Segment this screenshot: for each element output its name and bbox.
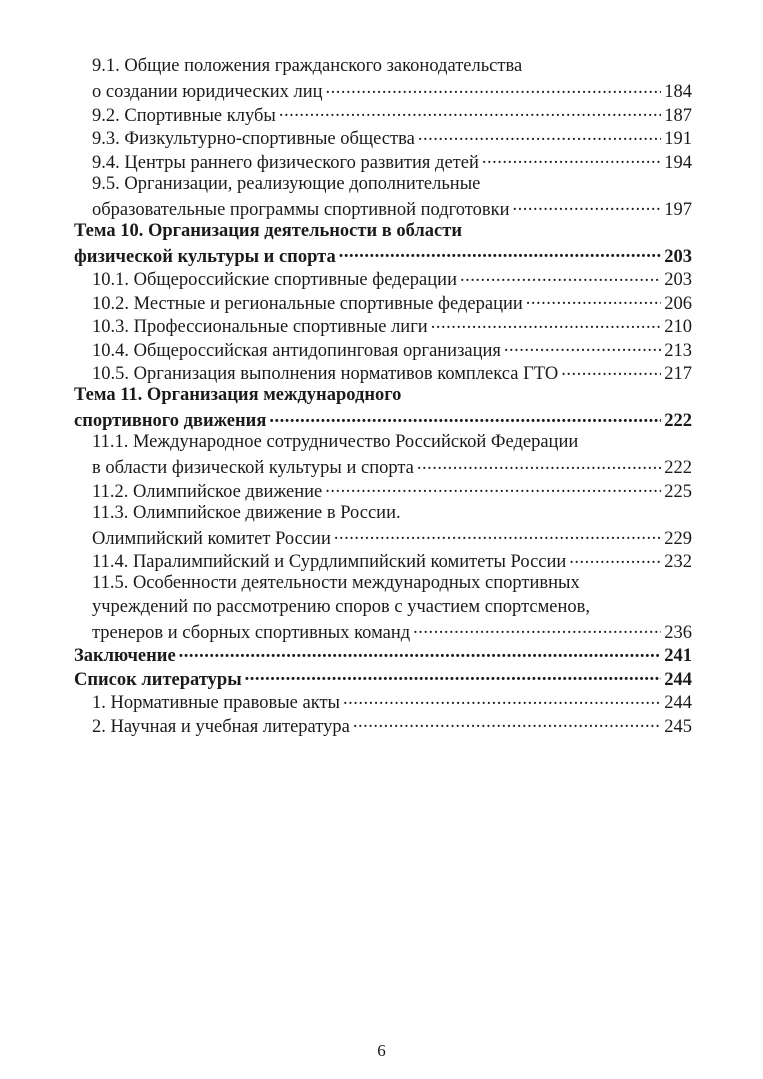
toc-entry-title: Заключение	[74, 646, 176, 666]
dot-leader	[413, 619, 661, 638]
toc-page-number: 187	[664, 105, 692, 126]
toc-heading-row	[74, 220, 692, 244]
toc-entry-row	[74, 337, 692, 361]
toc-entry-row	[74, 361, 692, 385]
toc-page-number: 236	[664, 622, 692, 643]
toc-entry-title: Тема 10. Организация деятельности в области	[74, 220, 463, 241]
toc-page-number: 203	[664, 246, 692, 267]
toc-entry-title: Тема 11. Организация международного	[74, 385, 402, 405]
toc-page-number: 203	[664, 270, 692, 290]
dot-leader	[431, 314, 662, 333]
toc-entry-row	[74, 79, 692, 103]
toc-entry-row	[74, 126, 692, 150]
toc-entry-title: 10.4. Общероссийская антидопинговая организация	[92, 340, 501, 361]
toc-page-number: 241	[664, 646, 692, 666]
toc-entry-row	[74, 713, 692, 737]
dot-leader	[526, 290, 661, 309]
toc-entry-row	[74, 431, 692, 455]
toc-entry-title: 11.4. Паралимпийский и Сурдлимпийский комитеты России	[92, 552, 567, 572]
dot-leader	[417, 455, 661, 474]
toc-entry-row	[74, 314, 692, 338]
dot-leader	[504, 337, 661, 356]
dot-leader	[326, 79, 662, 98]
toc-heading-row	[74, 384, 692, 408]
toc-entry-title: 10.3. Профессиональные спортивные лиги	[92, 317, 428, 337]
toc-page-number: 184	[664, 82, 692, 102]
toc-entry-title: физической культуры и спорта	[74, 246, 336, 267]
toc-entry-title: в области физической культуры и спорта	[92, 458, 414, 478]
toc-entry-row	[74, 478, 692, 502]
toc-entry-row	[74, 267, 692, 291]
toc-heading-row	[74, 243, 692, 267]
toc-entry-title: 2. Научная и учебная литература	[92, 716, 350, 737]
dot-leader	[561, 361, 661, 380]
toc-page-number: 197	[664, 199, 692, 220]
toc-page-number: 245	[664, 716, 692, 737]
toc-entry-title: тренеров и сборных спортивных команд	[92, 622, 411, 643]
toc-entry-title: 9.2. Спортивные клубы	[92, 105, 276, 126]
toc-entry-title: 1. Нормативные правовые акты	[92, 693, 340, 713]
toc-entry-title: 10.1. Общероссийские спортивные федерации	[92, 270, 457, 290]
toc-entry-row	[74, 502, 692, 526]
toc-heading-row	[74, 666, 692, 690]
dot-leader	[269, 408, 661, 427]
toc-entry-title: 9.4. Центры раннего физического развития детей	[92, 152, 479, 173]
toc-entry-title: 9.1. Общие положения гражданского законодательства	[92, 56, 523, 76]
toc-page-number: 194	[664, 152, 692, 173]
dot-leader	[353, 713, 661, 732]
toc-heading-row	[74, 408, 692, 432]
toc-entry-row	[74, 690, 692, 714]
dot-leader	[334, 525, 661, 544]
toc-page-number: 210	[664, 317, 692, 337]
toc-entry-row	[74, 455, 692, 479]
dot-leader	[418, 126, 661, 145]
toc-entry-row	[74, 290, 692, 314]
toc-page-number: 191	[664, 129, 692, 149]
toc-entry-row	[74, 619, 692, 643]
dot-leader	[460, 267, 661, 286]
toc-page-number: 206	[664, 293, 692, 314]
toc-entry-title: 11.2. Олимпийское движение	[92, 481, 323, 502]
toc-page-number: 222	[664, 411, 692, 431]
toc-page-number: 213	[664, 340, 692, 361]
table-of-contents	[74, 55, 692, 737]
toc-entry-title: Олимпийский комитет России	[92, 528, 331, 549]
dot-leader	[513, 196, 662, 215]
toc-entry-title: образовательные программы спортивной подготовки	[92, 199, 510, 220]
toc-page-number: 229	[664, 528, 692, 549]
toc-entry-row	[74, 102, 692, 126]
dot-leader	[325, 478, 661, 497]
toc-entry-row	[74, 572, 692, 596]
toc-page-number: 244	[664, 693, 692, 713]
toc-entry-title: спортивного движения	[74, 411, 267, 431]
toc-entry-title: 11.5. Особенности деятельности международных спортивных	[92, 573, 580, 593]
toc-entry-row	[74, 55, 692, 79]
toc-entry-row	[74, 525, 692, 549]
toc-entry-row	[74, 549, 692, 573]
toc-entry-title: Список литературы	[74, 669, 242, 690]
toc-entry-title: 10.2. Местные и региональные спортивные федерации	[92, 293, 523, 314]
page-number: 6	[377, 1041, 386, 1060]
toc-page-number: 232	[664, 552, 692, 572]
toc-entry-row	[74, 596, 692, 620]
toc-page-number: 222	[664, 458, 692, 478]
toc-entry-row	[74, 173, 692, 197]
toc-page-number: 225	[664, 481, 692, 502]
toc-entry-row	[74, 196, 692, 220]
toc-entry-title: о создании юридических лиц	[92, 82, 323, 102]
dot-leader	[569, 549, 661, 568]
dot-leader	[482, 149, 661, 168]
toc-entry-title: 9.3. Физкультурно-спортивные общества	[92, 129, 415, 149]
toc-heading-row	[74, 643, 692, 667]
dot-leader	[179, 643, 662, 662]
toc-entry-title: учреждений по рассмотрению споров с участием спортсменов,	[92, 596, 591, 617]
toc-entry-title: 10.5. Организация выполнения нормативов комплекса ГТО	[92, 364, 559, 384]
toc-entry-title: 11.1. Международное сотрудничество Российской Федерации	[92, 432, 579, 452]
dot-leader	[245, 666, 662, 685]
toc-page-number: 217	[664, 364, 692, 384]
dot-leader	[279, 102, 661, 121]
dot-leader	[339, 243, 662, 262]
toc-entry-title: 9.5. Организации, реализующие дополнительные	[92, 173, 481, 194]
toc-entry-title: 11.3. Олимпийское движение в России.	[92, 502, 401, 523]
toc-page-number: 244	[664, 669, 692, 690]
dot-leader	[343, 690, 661, 709]
toc-entry-row	[74, 149, 692, 173]
